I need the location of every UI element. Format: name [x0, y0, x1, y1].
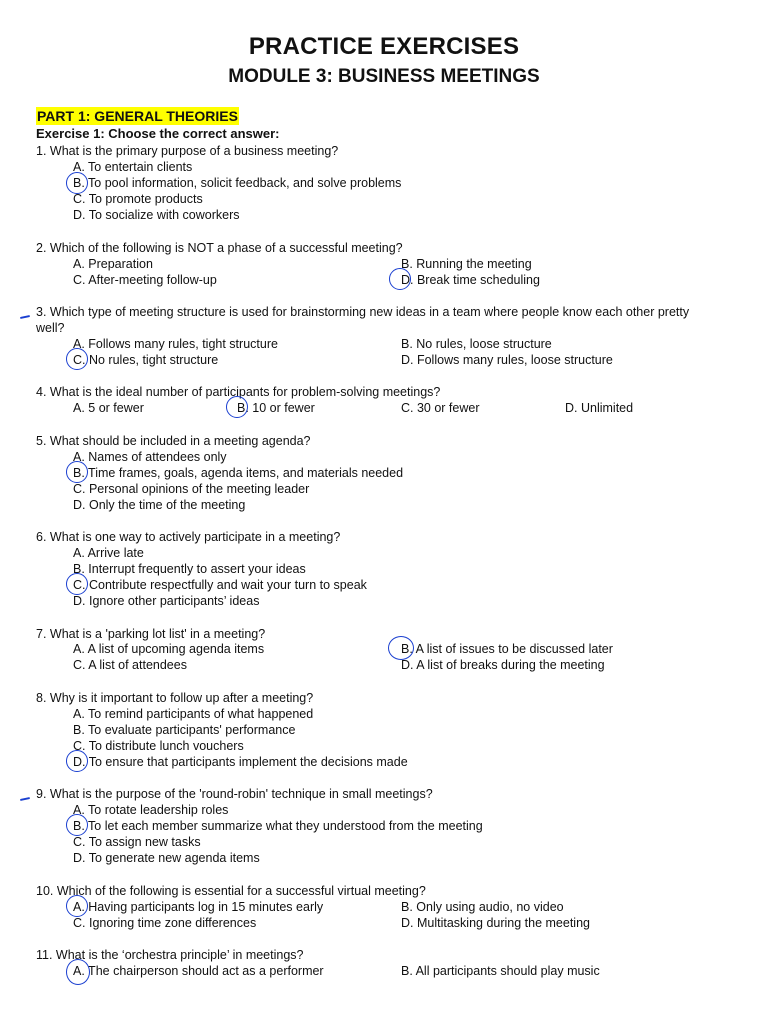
option-4d: D. Unlimited [565, 401, 634, 415]
option-8d: D. To ensure that participants implement the decisions made [73, 755, 408, 769]
option-6d: D. Ignore other participants’ ideas [73, 594, 260, 608]
question-10: 10. Which of the following is essential for a successful virtual meeting? [36, 884, 426, 898]
question-11: 11. What is the ‘orchestra principle’ in meetings? [36, 948, 304, 962]
option-9c: C. To assign new tasks [73, 835, 201, 849]
option-2b: B. Running the meeting [401, 257, 532, 271]
option-8b: B. To evaluate participants' performance [73, 723, 296, 737]
option-4c: C. 30 or fewer [401, 401, 480, 415]
question-5: 5. What should be included in a meeting agenda? [36, 434, 311, 448]
option-1b: B. To pool information, solicit feedback, and solve problems [73, 176, 402, 190]
option-9d: D. To generate new agenda items [73, 851, 260, 865]
option-3b: B. No rules, loose structure [401, 337, 552, 351]
question-3: 3. Which type of meeting structure is used for brainstorming new ideas in a team where people know each other pretty well? [36, 305, 690, 335]
question-7: 7. What is a 'parking lot list' in a meeting? [36, 627, 266, 641]
option-9a: A. To rotate leadership roles [73, 803, 229, 817]
page-title: PRACTICE EXERCISES [248, 33, 520, 60]
option-7a: A. A list of upcoming agenda items [73, 642, 265, 656]
option-1c: C. To promote products [73, 192, 203, 206]
option-9b: B. To let each member summarize what they understood from the meeting [73, 819, 483, 833]
option-5a: A. Names of attendees only [73, 450, 227, 464]
option-2c: C. After-meeting follow-up [73, 273, 217, 287]
option-1a: A. To entertain clients [73, 160, 193, 174]
option-5b: B. Time frames, goals, agenda items, and materials needed [73, 466, 404, 480]
question-2: 2. Which of the following is NOT a phase of a successful meeting? [36, 241, 403, 255]
option-10d: D. Multitasking during the meeting [401, 916, 590, 930]
option-4b: B. 10 or fewer [237, 401, 315, 415]
option-7b: B. A list of issues to be discussed later [401, 642, 613, 656]
option-2a: A. Preparation [73, 257, 153, 271]
option-3a: A. Follows many rules, tight structure [73, 337, 278, 351]
option-3d: D. Follows many rules, loose structure [401, 353, 613, 367]
question-8: 8. Why is it important to follow up after a meeting? [36, 691, 314, 705]
option-11b: B. All participants should play music [401, 964, 600, 978]
option-10c: C. Ignoring time zone differences [73, 916, 257, 930]
page-subtitle: MODULE 3: BUSINESS MEETINGS [228, 66, 540, 87]
option-7d: D. A list of breaks during the meeting [401, 658, 605, 672]
margin-tick-mark [20, 315, 30, 319]
option-2d: D. Break time scheduling [401, 273, 540, 287]
option-11a: A. The chairperson should act as a performer [73, 964, 324, 978]
option-6b: B. Interrupt frequently to assert your ideas [73, 562, 306, 576]
option-7c: C. A list of attendees [73, 658, 187, 672]
option-1d: D. To socialize with coworkers [73, 208, 240, 222]
option-4a: A. 5 or fewer [73, 401, 144, 415]
option-6a: A. Arrive late [73, 546, 144, 560]
option-8c: C. To distribute lunch vouchers [73, 739, 244, 753]
question-4: 4. What is the ideal number of participants for problem-solving meetings? [36, 385, 441, 399]
question-6: 6. What is one way to actively participate in a meeting? [36, 530, 341, 544]
question-9: 9. What is the purpose of the 'round-robin' technique in small meetings? [36, 787, 433, 801]
option-8a: A. To remind participants of what happened [73, 707, 314, 721]
option-5d: D. Only the time of the meeting [73, 498, 246, 512]
margin-tick-mark [20, 797, 30, 801]
option-3c: C. No rules, tight structure [73, 353, 219, 367]
option-6c: C. Contribute respectfully and wait your turn to speak [73, 578, 367, 592]
question-1: 1. What is the primary purpose of a business meeting? [36, 144, 339, 158]
option-10a: A. Having participants log in 15 minutes early [73, 900, 324, 914]
part-heading: PART 1: GENERAL THEORIES [37, 108, 238, 124]
option-10b: B. Only using audio, no video [401, 900, 564, 914]
exercise-instruction: Exercise 1: Choose the correct answer: [36, 126, 280, 141]
option-5c: C. Personal opinions of the meeting leader [73, 482, 310, 496]
